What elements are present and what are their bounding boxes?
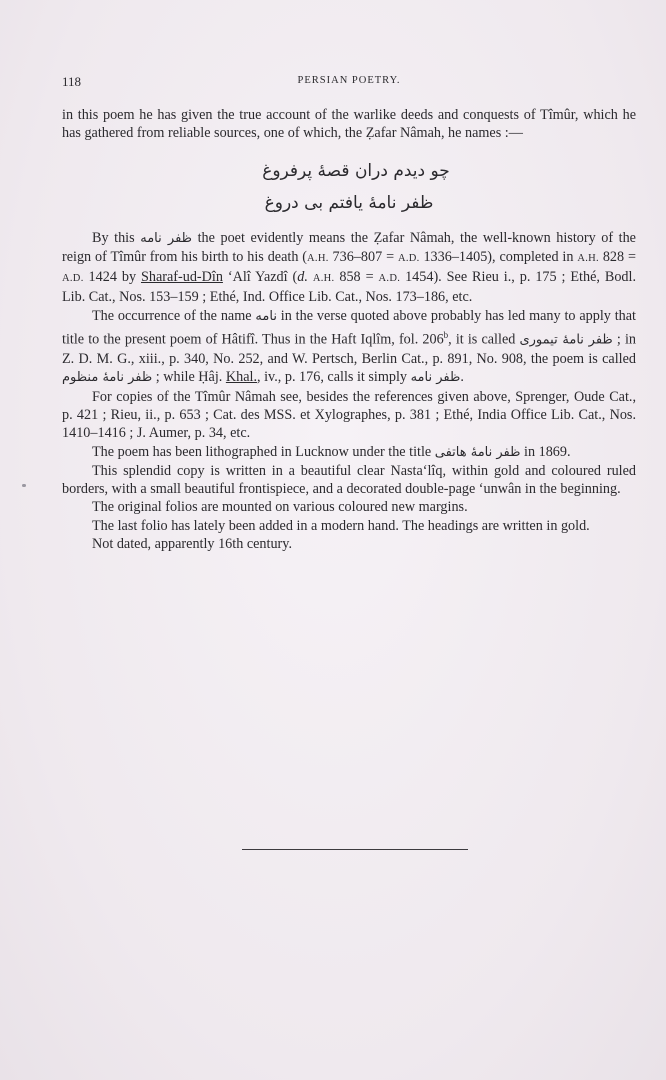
paragraph-occurrence: The occurrence of the name نامه in the verse quoted above probably has led many to apply that title to the present poem of Hâtifî. Thus in the Haft Iqlîm, fol. 206$^b$, it is called ظفر نامهٔ تیموری ; in Z. D. M. G., xiii., p. 340, No. 252, and W. Pertsch, Berlin Cat., p. 891, No. 908, the poem is called ظفر نامهٔ منظوم ; while Ḥâj. Khal., iv., p. 176, calls it simply ظفر نامه.	[62, 307, 636, 386]
paragraph-zafar-namah: By this ظفر نامه the poet evidently means the Ẓafar Nâmah, the well-known history of the reign of Tîmûr from his birth to his death (A.H. 736–807 = A.D. 1336–1405), completed in A.H. 828 = A.D. 1424 by Sharaf-ud-Dîn ‘Alî Yazdî (d. A.H. 858 = A.D. 1454). See Rieu i., p. 175 ; Ethé, Bodl. Lib. Cat., Nos. 153–159 ; Ethé, Ind. Office Lib. Cat., Nos. 173–186, etc.	[62, 229, 637, 306]
page-number: 118	[62, 74, 82, 89]
paragraph-description: This splendid copy is written in a beautiful clear Nasta‘lîq, within gold and coloured ruled borders, with a small beautiful frontispiece, and a decorated double-page ‘unwân in the beginning.	[62, 462, 636, 498]
paragraph-lithographed: The poem has been lithographed in Lucknow under the title ظفر نامهٔ هاتفی in 1869.	[92, 443, 571, 460]
speck	[22, 484, 26, 487]
arabic-term: ظفر نامهٔ هاتفی	[434, 444, 521, 460]
paragraph-copies: For copies of the Tîmûr Nâmah see, besides the references given above, Sprenger, Oude Cat., p. 421 ; Rieu, ii., p. 653 ; Cat. des MSS. et Xylographes, p. 381 ; Ethé, India Office Lib. Cat., Nos. 1410–1416 ; J. Aumer, p. 34, etc.	[62, 388, 636, 442]
running-title: PERSIAN POETRY.	[297, 75, 401, 86]
paragraph-last-folio: The last folio has lately been added in a modern hand. The headings are written in gold.	[92, 517, 590, 534]
arabic-term: ظفر نامهٔ تیموری	[519, 332, 613, 348]
verse-line-1: چو دیدم دران قصهٔ پرفروغ	[262, 160, 450, 181]
end-rule	[242, 849, 468, 850]
paragraph-intro: in this poem he has given the true account of the warlike deeds and conquests of Tîmûr, which he has gathered from reliable sources, one of which, the Ẓafar Nâmah, he names :—	[62, 107, 636, 142]
paragraph-date: Not dated, apparently 16th century.	[92, 536, 293, 553]
persian-verses	[62, 155, 636, 219]
arabic-term: ظفر نامهٔ منظوم	[62, 370, 153, 386]
paragraph-folios: The original folios are mounted on various coloured new margins.	[92, 499, 468, 516]
arabic-term: نامه	[255, 308, 277, 324]
arabic-term: ظفر نامه	[140, 230, 192, 246]
arabic-term: ظفر نامه	[410, 370, 461, 386]
page-body	[62, 106, 636, 553]
verse-line-2: ظفر نامهٔ یافتم بی دروغ	[264, 192, 434, 213]
page-header	[62, 74, 636, 90]
